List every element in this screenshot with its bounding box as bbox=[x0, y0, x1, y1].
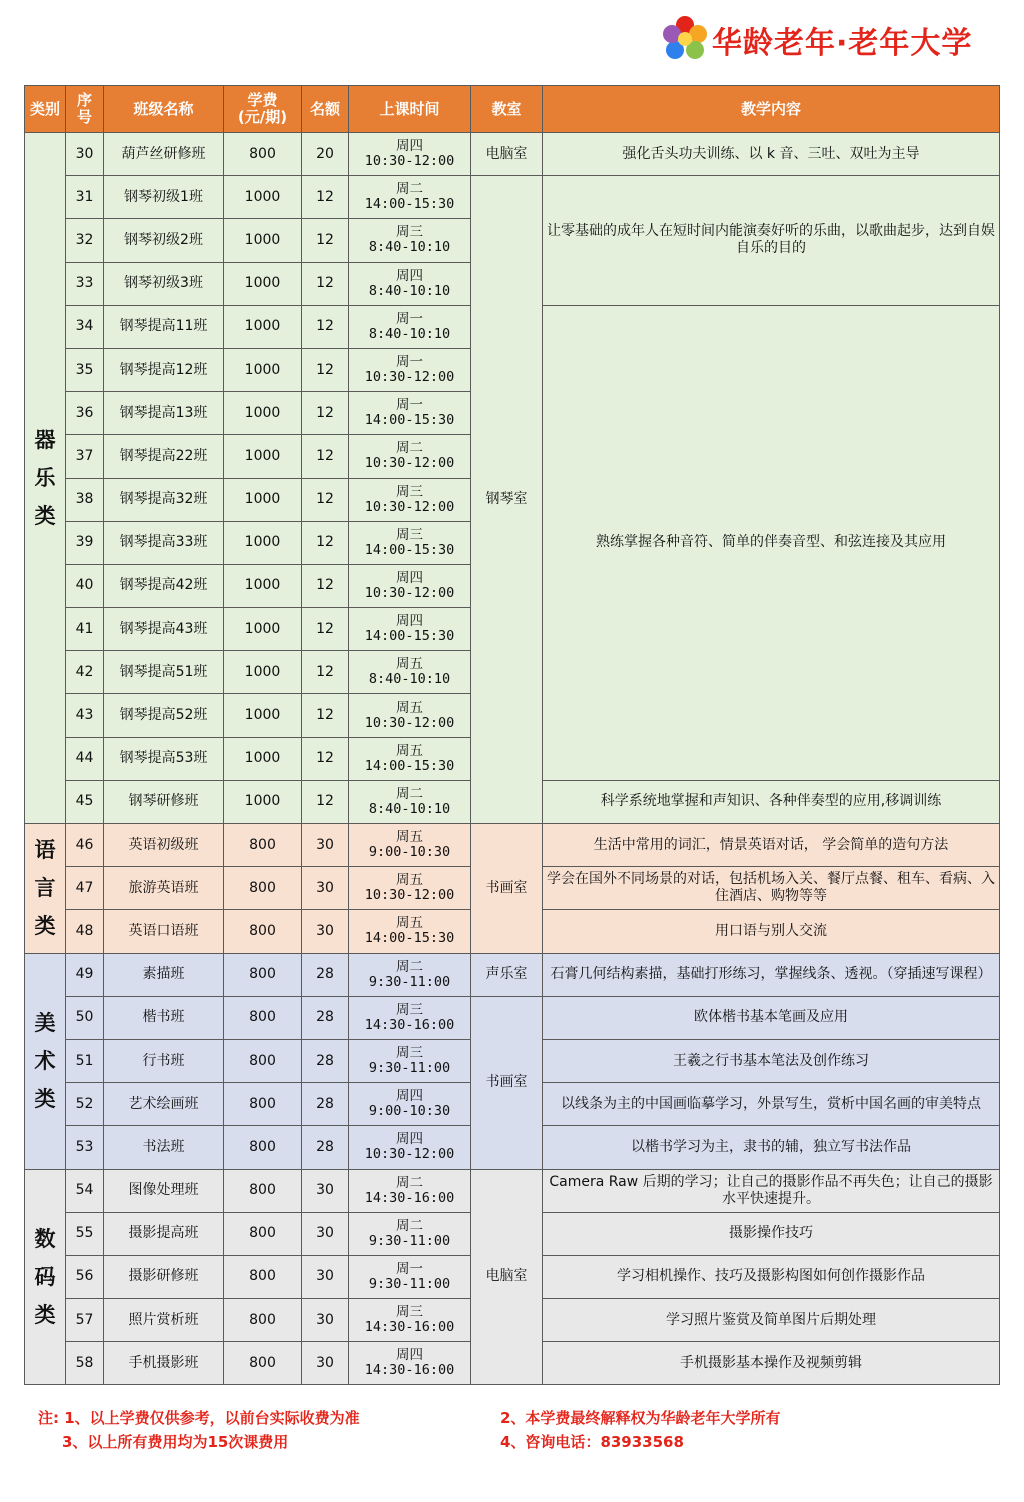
class-name: 旅游英语班 bbox=[104, 867, 224, 910]
class-name: 钢琴初级3班 bbox=[104, 262, 224, 305]
quota-value: 30 bbox=[302, 1342, 349, 1385]
teaching-content: 学会在国外不同场景的对话，包括机场入关、餐厅点餐、租车、看病、入住酒店、购物等等 bbox=[543, 867, 1000, 910]
fee-value: 800 bbox=[224, 1169, 302, 1212]
class-name: 图像处理班 bbox=[104, 1169, 224, 1212]
teaching-content: 生活中常用的词汇，情景英语对话， 学会简单的造句方法 bbox=[543, 824, 1000, 867]
quota-value: 30 bbox=[302, 824, 349, 867]
row-number: 36 bbox=[66, 392, 104, 435]
fee-value: 800 bbox=[224, 1299, 302, 1342]
fee-value: 800 bbox=[224, 867, 302, 910]
quota-value: 12 bbox=[302, 694, 349, 737]
class-time: 周二 9:30-11:00 bbox=[349, 953, 471, 996]
row-number: 56 bbox=[66, 1255, 104, 1298]
row-number: 48 bbox=[66, 910, 104, 953]
teaching-content: 手机摄影基本操作及视频剪辑 bbox=[543, 1342, 1000, 1385]
brand-title: 华龄老年·老年大学 bbox=[712, 26, 973, 61]
class-time: 周一 8:40-10:10 bbox=[349, 305, 471, 348]
header-category: 类别 bbox=[25, 86, 66, 133]
row-number: 30 bbox=[66, 133, 104, 176]
teaching-content: 让零基础的成年人在短时间内能演奏好听的乐曲，以歌曲起步，达到自娱自乐的目的 bbox=[543, 176, 1000, 306]
row-number: 50 bbox=[66, 996, 104, 1039]
class-time: 周三 9:30-11:00 bbox=[349, 1039, 471, 1082]
row-number: 38 bbox=[66, 478, 104, 521]
class-name: 钢琴提高51班 bbox=[104, 651, 224, 694]
class-name: 照片赏析班 bbox=[104, 1299, 224, 1342]
teaching-content: 石膏几何结构素描，基础打形练习，掌握线条、透视。（穿插速写课程） bbox=[543, 953, 1000, 996]
fee-value: 1000 bbox=[224, 392, 302, 435]
header-seq: 序 号 bbox=[66, 86, 104, 133]
class-time: 周四 9:00-10:30 bbox=[349, 1083, 471, 1126]
course-table bbox=[24, 85, 1000, 1385]
quota-value: 12 bbox=[302, 564, 349, 607]
class-time: 周一 14:00-15:30 bbox=[349, 392, 471, 435]
quota-value: 12 bbox=[302, 780, 349, 823]
quota-value: 30 bbox=[302, 1169, 349, 1212]
classroom: 钢琴室 bbox=[471, 176, 543, 824]
fee-value: 1000 bbox=[224, 521, 302, 564]
row-number: 53 bbox=[66, 1126, 104, 1169]
class-time: 周一 9:30-11:00 bbox=[349, 1255, 471, 1298]
note-2: 2、本学费最终解释权为华龄老年大学所有 bbox=[500, 1409, 781, 1427]
quota-value: 12 bbox=[302, 262, 349, 305]
row-number: 55 bbox=[66, 1212, 104, 1255]
class-time: 周二 14:30-16:00 bbox=[349, 1169, 471, 1212]
row-number: 46 bbox=[66, 824, 104, 867]
fee-value: 1000 bbox=[224, 478, 302, 521]
fee-value: 1000 bbox=[224, 305, 302, 348]
fee-value: 1000 bbox=[224, 780, 302, 823]
quota-value: 12 bbox=[302, 737, 349, 780]
teaching-content: 熟练掌握各种音符、简单的伴奏音型、和弦连接及其应用 bbox=[543, 305, 1000, 780]
quota-value: 28 bbox=[302, 953, 349, 996]
class-time: 周三 8:40-10:10 bbox=[349, 219, 471, 262]
row-number: 45 bbox=[66, 780, 104, 823]
classroom: 电脑室 bbox=[471, 1169, 543, 1385]
course-table-container bbox=[24, 85, 999, 1385]
class-time: 周五 10:30-12:00 bbox=[349, 694, 471, 737]
header-time: 上课时间 bbox=[349, 86, 471, 133]
class-name: 钢琴提高33班 bbox=[104, 521, 224, 564]
teaching-content: 用口语与别人交流 bbox=[543, 910, 1000, 953]
header-room: 教室 bbox=[471, 86, 543, 133]
quota-value: 12 bbox=[302, 608, 349, 651]
quota-value: 28 bbox=[302, 1039, 349, 1082]
quota-value: 20 bbox=[302, 133, 349, 176]
classroom: 电脑室 bbox=[471, 133, 543, 176]
row-number: 44 bbox=[66, 737, 104, 780]
class-name: 钢琴初级2班 bbox=[104, 219, 224, 262]
fee-value: 1000 bbox=[224, 176, 302, 219]
row-number: 40 bbox=[66, 564, 104, 607]
fee-value: 800 bbox=[224, 953, 302, 996]
class-time: 周二 8:40-10:10 bbox=[349, 780, 471, 823]
flower-logo-icon bbox=[660, 14, 710, 64]
group-art bbox=[25, 953, 1000, 1169]
quota-value: 12 bbox=[302, 305, 349, 348]
quota-value: 30 bbox=[302, 1212, 349, 1255]
row-number: 41 bbox=[66, 608, 104, 651]
class-time: 周四 10:30-12:00 bbox=[349, 564, 471, 607]
fee-value: 800 bbox=[224, 1255, 302, 1298]
teaching-content: 学习照片鉴赏及简单图片后期处理 bbox=[543, 1299, 1000, 1342]
table-row bbox=[25, 176, 1000, 219]
class-name: 葫芦丝研修班 bbox=[104, 133, 224, 176]
class-time: 周二 9:30-11:00 bbox=[349, 1212, 471, 1255]
header-class-name: 班级名称 bbox=[104, 86, 224, 133]
quota-value: 30 bbox=[302, 867, 349, 910]
quota-value: 30 bbox=[302, 1299, 349, 1342]
quota-value: 28 bbox=[302, 996, 349, 1039]
table-header-row bbox=[25, 86, 1000, 133]
row-number: 54 bbox=[66, 1169, 104, 1212]
class-name: 摄影研修班 bbox=[104, 1255, 224, 1298]
class-name: 书法班 bbox=[104, 1126, 224, 1169]
class-name: 钢琴初级1班 bbox=[104, 176, 224, 219]
row-number: 33 bbox=[66, 262, 104, 305]
fee-value: 800 bbox=[224, 1083, 302, 1126]
class-time: 周五 10:30-12:00 bbox=[349, 867, 471, 910]
category-label: 数 码 类 bbox=[25, 1169, 66, 1385]
quota-value: 12 bbox=[302, 521, 349, 564]
table-row bbox=[25, 133, 1000, 176]
classroom: 书画室 bbox=[471, 824, 543, 954]
note-4: 4、咨询电话：83933568 bbox=[500, 1433, 684, 1451]
quota-value: 12 bbox=[302, 478, 349, 521]
class-time: 周二 10:30-12:00 bbox=[349, 435, 471, 478]
header-quota: 名额 bbox=[302, 86, 349, 133]
fee-value: 1000 bbox=[224, 651, 302, 694]
quota-value: 12 bbox=[302, 435, 349, 478]
row-number: 34 bbox=[66, 305, 104, 348]
class-time: 周四 8:40-10:10 bbox=[349, 262, 471, 305]
class-name: 钢琴提高12班 bbox=[104, 348, 224, 391]
class-name: 钢琴提高42班 bbox=[104, 564, 224, 607]
teaching-content: 以楷书学习为主，隶书的辅，独立写书法作品 bbox=[543, 1126, 1000, 1169]
row-number: 35 bbox=[66, 348, 104, 391]
row-number: 32 bbox=[66, 219, 104, 262]
teaching-content: 王羲之行书基本笔法及创作练习 bbox=[543, 1039, 1000, 1082]
class-time: 周五 14:00-15:30 bbox=[349, 737, 471, 780]
class-time: 周三 10:30-12:00 bbox=[349, 478, 471, 521]
quota-value: 12 bbox=[302, 348, 349, 391]
fee-value: 800 bbox=[224, 996, 302, 1039]
table-row bbox=[25, 824, 1000, 867]
class-name: 钢琴提高53班 bbox=[104, 737, 224, 780]
quota-value: 12 bbox=[302, 651, 349, 694]
row-number: 31 bbox=[66, 176, 104, 219]
category-label: 美 术 类 bbox=[25, 953, 66, 1169]
teaching-content: 学习相机操作、技巧及摄影构图如何创作摄影作品 bbox=[543, 1255, 1000, 1298]
fee-value: 800 bbox=[224, 1212, 302, 1255]
class-name: 艺术绘画班 bbox=[104, 1083, 224, 1126]
class-name: 英语初级班 bbox=[104, 824, 224, 867]
fee-value: 1000 bbox=[224, 435, 302, 478]
fee-value: 1000 bbox=[224, 348, 302, 391]
class-time: 周三 14:00-15:30 bbox=[349, 521, 471, 564]
quota-value: 12 bbox=[302, 392, 349, 435]
class-time: 周四 14:00-15:30 bbox=[349, 608, 471, 651]
class-time: 周五 8:40-10:10 bbox=[349, 651, 471, 694]
classroom: 书画室 bbox=[471, 996, 543, 1169]
table-row bbox=[25, 1169, 1000, 1212]
teaching-content: 欧体楷书基本笔画及应用 bbox=[543, 996, 1000, 1039]
class-name: 钢琴提高52班 bbox=[104, 694, 224, 737]
header-fee: 学费 (元/期) bbox=[224, 86, 302, 133]
row-number: 52 bbox=[66, 1083, 104, 1126]
fee-value: 1000 bbox=[224, 694, 302, 737]
group-language bbox=[25, 824, 1000, 954]
class-name: 英语口语班 bbox=[104, 910, 224, 953]
quota-value: 28 bbox=[302, 1083, 349, 1126]
classroom: 声乐室 bbox=[471, 953, 543, 996]
class-name: 行书班 bbox=[104, 1039, 224, 1082]
table-row bbox=[25, 996, 1000, 1039]
class-time: 周一 10:30-12:00 bbox=[349, 348, 471, 391]
class-name: 钢琴提高11班 bbox=[104, 305, 224, 348]
fee-value: 1000 bbox=[224, 262, 302, 305]
quota-value: 12 bbox=[302, 176, 349, 219]
category-label: 语 言 类 bbox=[25, 824, 66, 954]
quota-value: 30 bbox=[302, 1255, 349, 1298]
table-row bbox=[25, 953, 1000, 996]
page-header bbox=[0, 0, 1024, 80]
class-time: 周五 14:00-15:30 bbox=[349, 910, 471, 953]
fee-value: 1000 bbox=[224, 608, 302, 651]
note-3: 3、以上所有费用均为15次课费用 bbox=[62, 1433, 289, 1451]
class-time: 周四 10:30-12:00 bbox=[349, 1126, 471, 1169]
teaching-content: 摄影操作技巧 bbox=[543, 1212, 1000, 1255]
quota-value: 30 bbox=[302, 910, 349, 953]
class-time: 周三 14:30-16:00 bbox=[349, 1299, 471, 1342]
row-number: 51 bbox=[66, 1039, 104, 1082]
teaching-content: 强化舌头功夫训练、以 k 音、三吐、双吐为主导 bbox=[543, 133, 1000, 176]
header-content: 教学内容 bbox=[543, 86, 1000, 133]
class-name: 钢琴研修班 bbox=[104, 780, 224, 823]
class-time: 周三 14:30-16:00 bbox=[349, 996, 471, 1039]
class-name: 摄影提高班 bbox=[104, 1212, 224, 1255]
fee-value: 800 bbox=[224, 1342, 302, 1385]
row-number: 42 bbox=[66, 651, 104, 694]
row-number: 58 bbox=[66, 1342, 104, 1385]
class-time: 周二 14:00-15:30 bbox=[349, 176, 471, 219]
fee-value: 800 bbox=[224, 133, 302, 176]
class-name: 钢琴提高13班 bbox=[104, 392, 224, 435]
class-name: 楷书班 bbox=[104, 996, 224, 1039]
fee-value: 1000 bbox=[224, 564, 302, 607]
group-digital bbox=[25, 1169, 1000, 1385]
fee-value: 800 bbox=[224, 1126, 302, 1169]
fee-value: 800 bbox=[224, 910, 302, 953]
class-time: 周四 10:30-12:00 bbox=[349, 133, 471, 176]
class-name: 素描班 bbox=[104, 953, 224, 996]
class-time: 周五 9:00-10:30 bbox=[349, 824, 471, 867]
fee-value: 1000 bbox=[224, 737, 302, 780]
note-1: 注: 1、以上学费仅供参考，以前台实际收费为准 bbox=[38, 1409, 360, 1427]
fee-value: 1000 bbox=[224, 219, 302, 262]
class-time: 周四 14:30-16:00 bbox=[349, 1342, 471, 1385]
row-number: 57 bbox=[66, 1299, 104, 1342]
row-number: 49 bbox=[66, 953, 104, 996]
row-number: 43 bbox=[66, 694, 104, 737]
row-number: 47 bbox=[66, 867, 104, 910]
quota-value: 28 bbox=[302, 1126, 349, 1169]
class-name: 手机摄影班 bbox=[104, 1342, 224, 1385]
group-instrument bbox=[25, 133, 1000, 824]
fee-value: 800 bbox=[224, 1039, 302, 1082]
class-name: 钢琴提高43班 bbox=[104, 608, 224, 651]
category-label: 器 乐 类 bbox=[25, 133, 66, 824]
class-name: 钢琴提高22班 bbox=[104, 435, 224, 478]
class-name: 钢琴提高32班 bbox=[104, 478, 224, 521]
row-number: 39 bbox=[66, 521, 104, 564]
teaching-content: Camera Raw 后期的学习；让自己的摄影作品不再失色；让自己的摄影水平快速提升。 bbox=[543, 1169, 1000, 1212]
teaching-content: 以线条为主的中国画临摹学习，外景写生，赏析中国名画的审美特点 bbox=[543, 1083, 1000, 1126]
fee-value: 800 bbox=[224, 824, 302, 867]
teaching-content: 科学系统地掌握和声知识、各种伴奏型的应用,移调训练 bbox=[543, 780, 1000, 823]
quota-value: 12 bbox=[302, 219, 349, 262]
row-number: 37 bbox=[66, 435, 104, 478]
